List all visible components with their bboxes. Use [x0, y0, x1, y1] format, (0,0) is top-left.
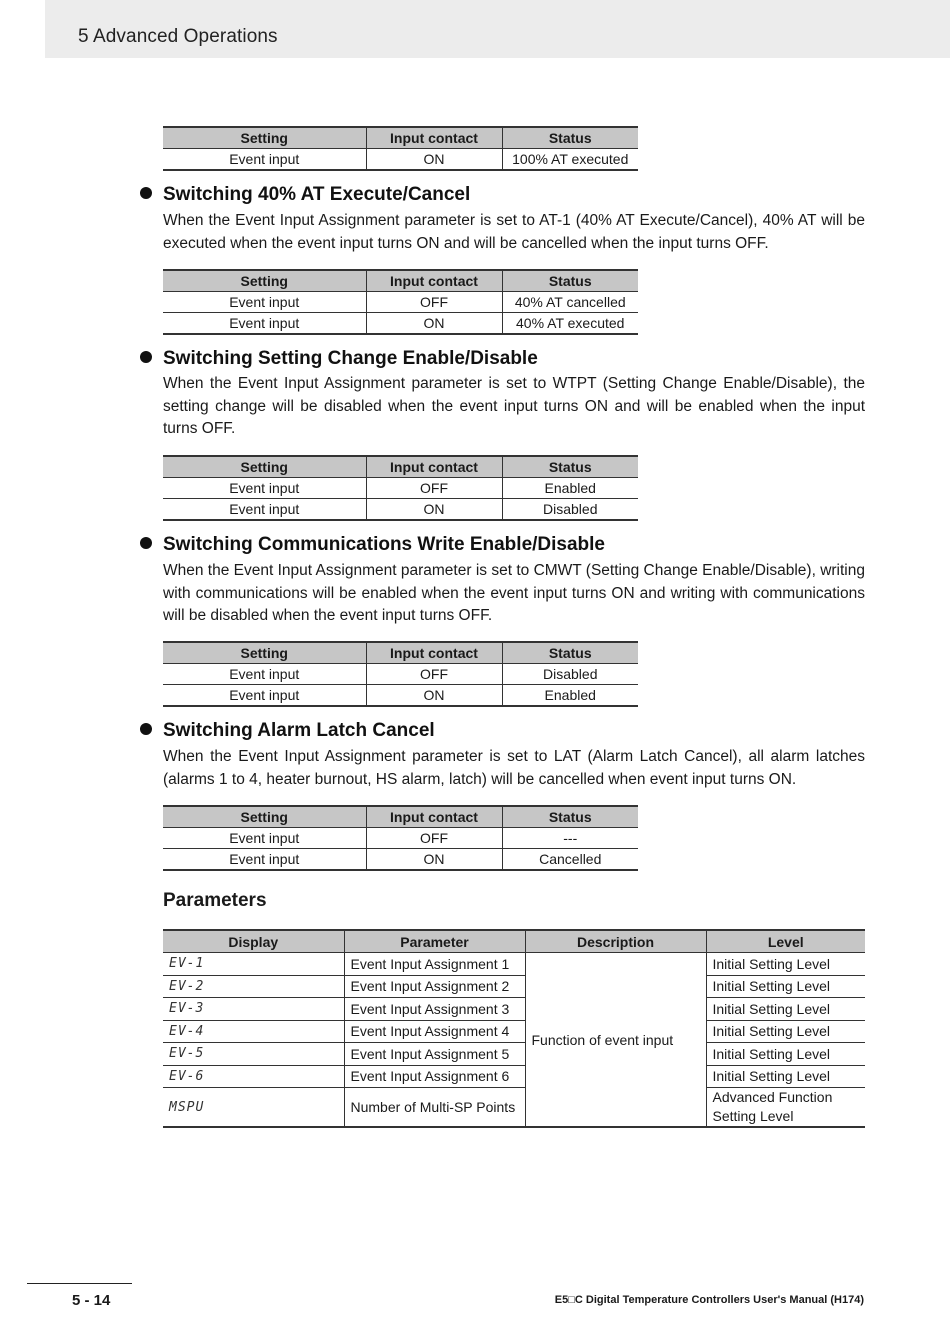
cell-status: ---	[502, 828, 638, 849]
cell-setting: Event input	[163, 849, 366, 871]
header-level: Level	[706, 930, 865, 953]
table-row	[163, 849, 638, 871]
table-row	[163, 1088, 865, 1128]
at100-table	[163, 126, 638, 171]
section-body-lat: When the Event Input Assignment parameter is set to LAT (Alarm Latch Cancel), all alarm latches (alarms 1 to 4, heater burnout, HS alarm, latch) will be cancelled when event input turns ON.	[163, 748, 865, 788]
cell-setting: Event input	[163, 828, 366, 849]
header-display: Display	[163, 930, 344, 953]
section-body-wtpt: When the Event Input Assignment parameter is set to WTPT (Setting Change Enable/Disable), the setting change will be disabled when the event input turns ON and will be enabled when the input turns OFF.	[163, 375, 865, 437]
section-heading-text: Switching Alarm Latch Cancel	[163, 720, 435, 741]
section-heading-text: Switching Setting Change Enable/Disable	[163, 348, 538, 369]
parameter-name: Event Input Assignment 5	[344, 1043, 525, 1066]
parameter-name: Number of Multi-SP Points	[344, 1088, 525, 1128]
cell-status: 40% AT cancelled	[502, 292, 638, 313]
header-status: Status	[502, 127, 638, 149]
level-cell: Initial Setting Level	[706, 1020, 865, 1043]
parameters-table	[163, 929, 865, 1128]
cell-status: 40% AT executed	[502, 313, 638, 335]
section-body-at40: When the Event Input Assignment parameter is set to AT-1 (40% AT Execute/Cancel), 40% AT will be executed when the event input turns ON and will be cancelled when the input turns OFF.	[163, 212, 865, 252]
display-symbol: EV-6	[163, 1065, 344, 1088]
cell-input-contact: ON	[366, 313, 502, 335]
table-header-row	[163, 806, 638, 828]
cell-setting: Event input	[163, 292, 366, 313]
wtpt-table	[163, 455, 638, 521]
bullet-icon	[140, 723, 152, 735]
cell-status: Enabled	[502, 478, 638, 499]
table-header-row	[163, 642, 638, 664]
level-cell: Initial Setting Level	[706, 1043, 865, 1066]
header-input-contact: Input contact	[366, 806, 502, 828]
cell-input-contact: ON	[366, 849, 502, 871]
table-row	[163, 292, 638, 313]
bullet-icon	[140, 537, 152, 549]
header-setting: Setting	[163, 127, 366, 149]
display-symbol: EV-3	[163, 998, 344, 1021]
cell-setting: Event input	[163, 664, 366, 685]
parameter-name: Event Input Assignment 6	[344, 1065, 525, 1088]
table-header-row	[163, 930, 865, 953]
parameter-name: Event Input Assignment 4	[344, 1020, 525, 1043]
display-symbol: EV-1	[163, 953, 344, 976]
header-input-contact: Input contact	[366, 642, 502, 664]
level-cell: Advanced Function Setting Level	[706, 1088, 865, 1128]
cell-status: Disabled	[502, 664, 638, 685]
table-header-row	[163, 456, 638, 478]
header-status: Status	[502, 270, 638, 292]
table-row	[163, 975, 865, 998]
parameter-name: Event Input Assignment 1	[344, 953, 525, 976]
cell-input-contact: OFF	[366, 828, 502, 849]
footer-rule	[27, 1283, 132, 1284]
level-cell: Initial Setting Level	[706, 1065, 865, 1088]
bullet-icon	[140, 351, 152, 363]
header-input-contact: Input contact	[366, 270, 502, 292]
header-setting: Setting	[163, 642, 366, 664]
parameters-heading: Parameters	[163, 890, 267, 911]
chapter-header	[45, 0, 950, 58]
cell-input-contact: ON	[366, 149, 502, 171]
table-row	[163, 149, 638, 171]
cell-setting: Event input	[163, 313, 366, 335]
table-row	[163, 499, 638, 521]
cell-setting: Event input	[163, 685, 366, 707]
section-body-cmwt: When the Event Input Assignment parameter is set to CMWT (Setting Change Enable/Disable), writing with communications will be enabled when the event input turns ON and writing with communications will be disabled when the event input turns OFF.	[163, 562, 865, 624]
section-heading-wtpt	[140, 348, 538, 370]
cell-input-contact: ON	[366, 499, 502, 521]
section-heading-at40	[140, 184, 470, 206]
description-cell: Function of event input	[525, 953, 706, 1128]
cell-setting: Event input	[163, 149, 366, 171]
parameter-name: Event Input Assignment 2	[344, 975, 525, 998]
section-heading-lat	[140, 720, 435, 742]
chapter-title: 5 Advanced Operations	[78, 26, 278, 47]
cell-status: Enabled	[502, 685, 638, 707]
table-header-row	[163, 270, 638, 292]
display-symbol: EV-5	[163, 1043, 344, 1066]
page-number: 5 - 14	[72, 1292, 111, 1309]
table-row	[163, 998, 865, 1021]
display-symbol: MSPU	[163, 1088, 344, 1128]
cell-input-contact: OFF	[366, 292, 502, 313]
table-row	[163, 685, 638, 707]
header-status: Status	[502, 456, 638, 478]
cmwt-table	[163, 641, 638, 707]
table-row	[163, 478, 638, 499]
table-row	[163, 1065, 865, 1088]
table-row	[163, 313, 638, 335]
header-status: Status	[502, 806, 638, 828]
cell-input-contact: OFF	[366, 664, 502, 685]
display-symbol: EV-4	[163, 1020, 344, 1043]
header-setting: Setting	[163, 806, 366, 828]
table-header-row	[163, 127, 638, 149]
section-heading-text: Switching Communications Write Enable/Disable	[163, 534, 606, 555]
bullet-icon	[140, 187, 152, 199]
display-symbol: EV-2	[163, 975, 344, 998]
table-row	[163, 1043, 865, 1066]
at40-table	[163, 269, 638, 335]
header-input-contact: Input contact	[366, 127, 502, 149]
table-row	[163, 828, 638, 849]
manual-title: E5□C Digital Temperature Controllers User's Manual (H174)	[554, 1294, 864, 1306]
header-input-contact: Input contact	[366, 456, 502, 478]
header-setting: Setting	[163, 270, 366, 292]
table-row	[163, 664, 638, 685]
level-cell: Initial Setting Level	[706, 998, 865, 1021]
header-setting: Setting	[163, 456, 366, 478]
cell-status: Cancelled	[502, 849, 638, 871]
header-status: Status	[502, 642, 638, 664]
section-heading-cmwt	[140, 534, 605, 556]
header-description: Description	[525, 930, 706, 953]
parameter-name: Event Input Assignment 3	[344, 998, 525, 1021]
header-parameter: Parameter	[344, 930, 525, 953]
cell-status: Disabled	[502, 499, 638, 521]
cell-input-contact: ON	[366, 685, 502, 707]
level-cell: Initial Setting Level	[706, 953, 865, 976]
cell-setting: Event input	[163, 478, 366, 499]
table-row	[163, 1020, 865, 1043]
cell-status: 100% AT executed	[502, 149, 638, 171]
section-heading-text: Switching 40% AT Execute/Cancel	[163, 184, 471, 205]
cell-setting: Event input	[163, 499, 366, 521]
table-row	[163, 953, 865, 976]
lat-table	[163, 805, 638, 871]
level-cell: Initial Setting Level	[706, 975, 865, 998]
cell-input-contact: OFF	[366, 478, 502, 499]
